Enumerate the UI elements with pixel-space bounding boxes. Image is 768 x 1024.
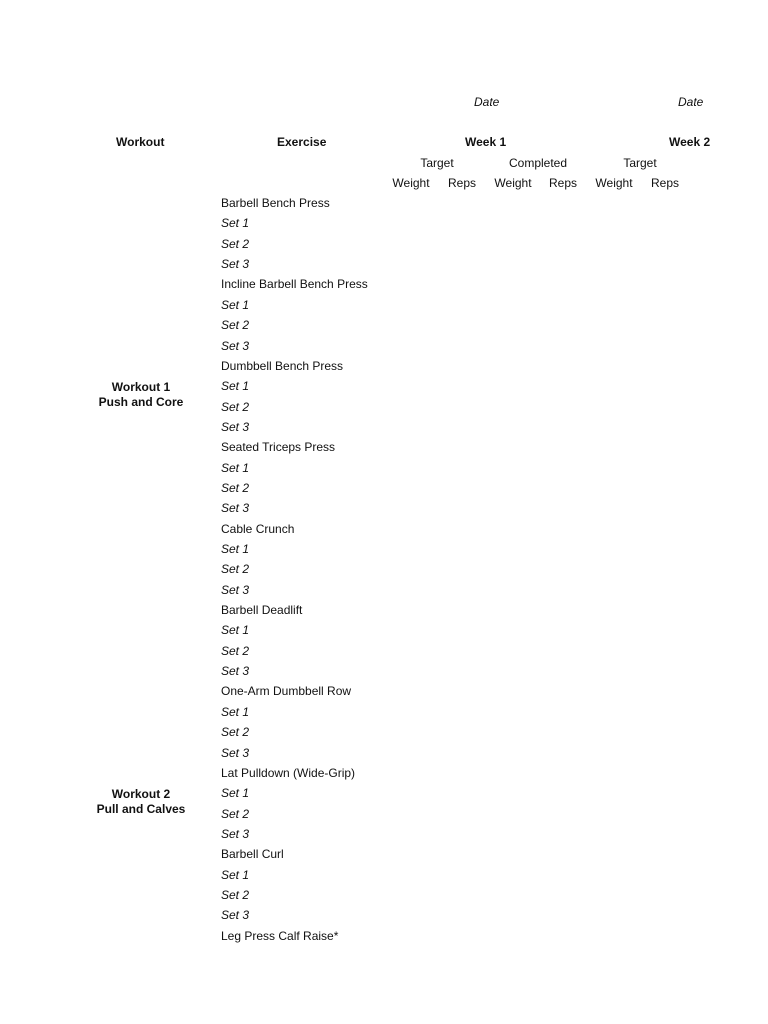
set-row: Set 1 (221, 704, 250, 719)
set-row: Set 2 (221, 236, 250, 251)
exercise-row: Barbell Bench Press (221, 196, 330, 210)
set-row: Set 3 (221, 582, 250, 597)
set-row: Set 3 (221, 419, 250, 434)
workout-1-subtitle: Push and Core (98, 395, 184, 409)
completed-header-week-1: Completed (508, 156, 568, 170)
target-header-week-1: Target (420, 156, 454, 170)
weight-header-completed-week-1: Weight (494, 176, 532, 190)
set-row: Set 1 (221, 297, 250, 312)
set-row: Set 2 (221, 318, 250, 333)
exercise-row: Seated Triceps Press (221, 440, 336, 455)
set-row: Set 1 (221, 786, 250, 801)
set-row: Set 1 (221, 216, 250, 231)
reps-header-target-week-2: Reps (650, 176, 679, 190)
set-row: Set 2 (221, 887, 250, 902)
set-row: Set 1 (221, 542, 250, 556)
workout-2-subtitle: Pull and Calves (96, 802, 186, 816)
weight-header-target-week-1: Weight (392, 176, 430, 190)
exercise-row: Barbell Curl (221, 847, 284, 862)
set-row: Set 3 (221, 501, 250, 516)
exercise-row: Leg Press Calf Raise* (221, 928, 339, 943)
exercise-row: Dumbbell Bench Press (221, 358, 344, 373)
set-row: Set 2 (221, 399, 250, 414)
workout-column-header: Workout (116, 135, 165, 149)
set-row: Set 3 (221, 745, 250, 760)
set-row: Set 1 (221, 867, 250, 882)
exercise-row: Incline Barbell Bench Press (221, 277, 368, 292)
exercise-row: One-Arm Dumbbell Row (221, 684, 352, 699)
set-row: Set 3 (221, 338, 250, 353)
workout-2-title: Workout 2 (111, 787, 171, 801)
set-row: Set 3 (221, 826, 250, 841)
week-2-header: Week 2 (669, 135, 711, 149)
set-row: Set 2 (221, 643, 250, 658)
exercise-row: Lat Pulldown (Wide-Grip) (221, 765, 356, 780)
set-row: Set 2 (221, 480, 250, 495)
exercise-row: Barbell Deadlift (221, 603, 303, 617)
set-row: Set 1 (221, 460, 250, 475)
set-row: Set 3 (221, 664, 250, 678)
set-row: Set 1 (221, 623, 250, 638)
workout-1-title: Workout 1 (111, 380, 171, 394)
exercise-column-header: Exercise (277, 135, 327, 149)
set-row: Set 2 (221, 562, 250, 577)
weight-header-target-week-2: Weight (595, 176, 633, 190)
set-row: Set 3 (221, 908, 250, 923)
date-label-week-2: Date (678, 95, 704, 109)
workout-2-label (77, 787, 205, 817)
date-label-week-1: Date (474, 95, 500, 109)
set-row: Set 1 (221, 379, 250, 394)
target-header-week-2: Target (623, 156, 657, 170)
reps-header-completed-week-1: Reps (548, 176, 577, 190)
week-1-header: Week 1 (465, 135, 507, 149)
set-row: Set 3 (221, 257, 250, 272)
set-row: Set 2 (221, 806, 250, 821)
reps-header-target-week-1: Reps (447, 176, 476, 190)
exercise-row: Cable Crunch (221, 521, 295, 536)
workout-1-label (77, 380, 205, 410)
set-row: Set 2 (221, 725, 250, 740)
